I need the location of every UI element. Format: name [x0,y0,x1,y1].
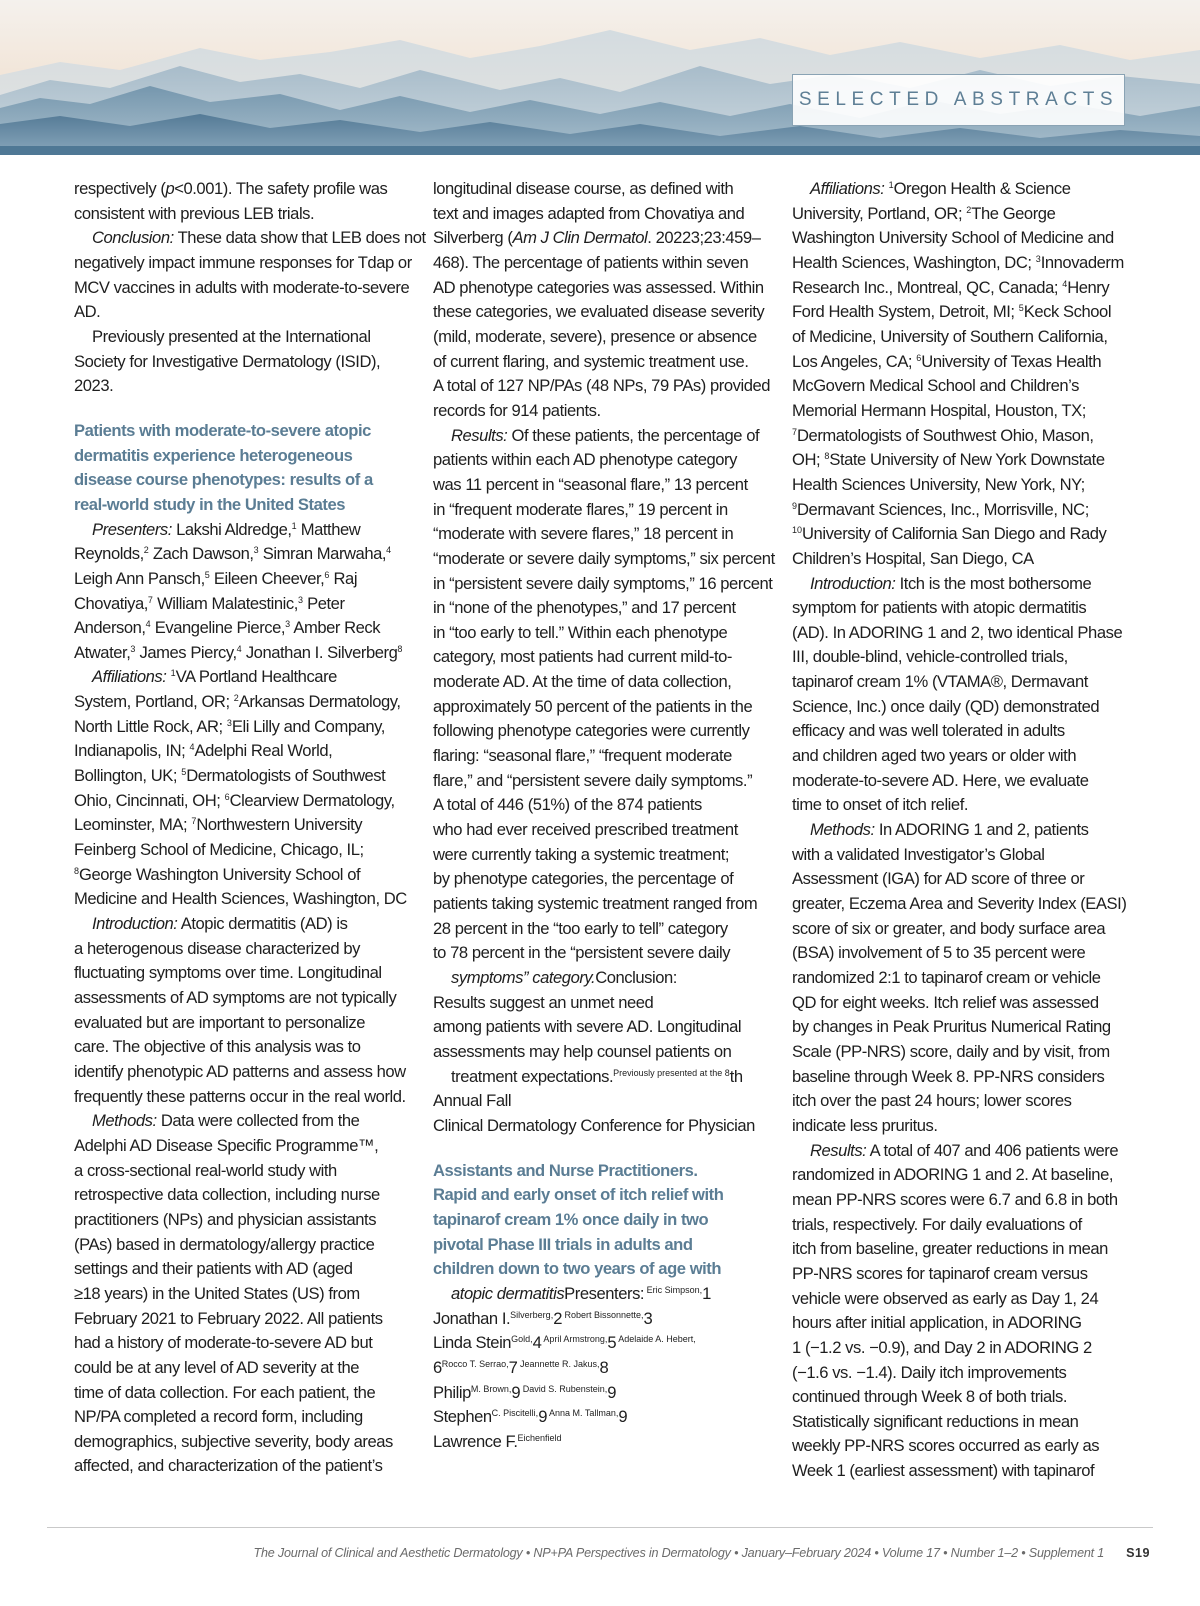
text-line: Adelphi AD Disease Specific Programme™, [74,1135,379,1155]
text-line: atopic dermatitisPresenters: $^{Eric Simpson,}$1 [451,1283,711,1303]
text-line: QD for eight weeks. Itch relief was assessed [792,992,1099,1012]
abstract-title: dermatitis experience heterogeneous [74,445,353,465]
text-line: Methods: Data were collected from the [92,1111,360,1131]
text-line: Anderson,$^4$ Evangeline Pierce,$^3$ Amber Reck [74,618,381,638]
text-line: category, most patients had current mild-to- [433,647,732,667]
text-line: Presenters: Lakshi Aldredge,$^1$ Matthew [92,519,361,539]
text-line: continued through Week 8 of both trials. [792,1387,1068,1407]
text-line: text and images adapted from Chovatiya and [433,203,745,223]
text-line: Philip$^{M. Brown,}$9 $^{David S. Rubenstein,}$9 [433,1382,617,1402]
text-line: these categories, we evaluated disease severity [433,302,765,322]
text-line: consistent with previous LEB trials. [74,203,315,223]
text-line: Previously presented at the International [92,326,371,346]
text-line: Indianapolis, IN; $^4$Adelphi Real World, [74,741,333,761]
text-line: Bollington, UK; $^5$Dermatologists of Southwest [74,766,386,786]
text-line: records for 914 patients. [433,400,601,420]
text-line: 468). The percentage of patients within seven [433,252,749,272]
text-column-3 [792,177,1128,1484]
text-line: System, Portland, OR; $^2$Arkansas Dermatology, [74,692,401,712]
text-line: (AD). In ADORING 1 and 2, two identical Phase [792,622,1123,642]
text-line: Results suggest an unmet need [433,992,654,1012]
abstract-title: Patients with moderate-to-severe atopic [74,420,371,440]
text-line: time of data collection. For each patient, the [74,1382,376,1402]
text-line: negatively impact immune responses for Tdap or [74,252,412,272]
text-line: Affiliations: $^1$VA Portland Healthcare [92,667,337,687]
text-line: Results: Of these patients, the percentage of [451,425,760,445]
text-line: “moderate with severe flares,” 18 percent in [433,524,734,544]
text-line: in “persistent severe daily symptoms,” 16 percent [433,573,773,593]
text-line: were currently taking a systemic treatment; [433,844,730,864]
text-line: settings and their patients with AD (aged [74,1259,353,1279]
text-line: Clinical Dermatology Conference for Physician [433,1115,755,1135]
text-line: 28 percent in the “too early to tell” category [433,918,728,938]
text-line: retrospective data collection, including nurse [74,1185,380,1205]
text-line: $6^{Rocco T. Serrao,}7$ $^{Jeannette R. Jakus,}$8 [433,1357,609,1377]
text-line: approximately 50 percent of the patients in the [433,696,753,716]
text-line: who had ever received prescribed treatment [433,820,738,840]
text-line: Introduction: Itch is the most bothersome [810,573,1092,593]
page-footer [254,1546,1151,1560]
abstract-title: Rapid and early onset of itch relief with [433,1185,724,1205]
text-line: III, double-blind, vehicle-controlled trials, [792,647,1068,667]
text-line: (−1.6 vs. −1.4). Daily itch improvements [792,1362,1067,1382]
text-line: Ford Health System, Detroit, MI; $^5$Keck School [792,302,1112,322]
text-line: weekly PP-NRS scores occurred as early as [792,1436,1100,1456]
text-line: A total of 446 (51%) of the 874 patients [433,795,702,815]
text-line: in “too early to tell.” Within each phenotype [433,622,728,642]
text-line: Science, Inc.) once daily (QD) demonstrated [792,696,1100,716]
abstract-title: pivotal Phase III trials in adults and [433,1234,693,1254]
text-line: indicate less pruritus. [792,1115,938,1135]
text-line: McGovern Medical School and Children’s [792,376,1079,396]
text-line: Memorial Hermann Hospital, Houston, TX; [792,400,1086,420]
text-line: score of six or greater, and body surface area [792,918,1106,938]
text-line: AD. [74,302,101,322]
text-line: Statistically significant reductions in mean [792,1411,1079,1431]
text-line: Leigh Ann Pansch,$^5$ Eileen Cheever,$^6$ Raj [74,568,358,588]
section-label: SELECTED ABSTRACTS [798,89,1119,110]
page-number: S19 [1126,1546,1150,1560]
text-line: was 11 percent in “seasonal flare,” 13 percent [433,474,748,494]
text-line: Feinberg School of Medicine, Chicago, IL; [74,840,364,860]
text-line: could be at any level of AD severity at the [74,1357,360,1377]
text-line: North Little Rock, AR; $^3$Eli Lilly and Company, [74,716,385,736]
text-line: February 2021 to February 2022. All patients [74,1308,383,1328]
text-line: symptom for patients with atopic dermatitis [792,598,1087,618]
text-line: mean PP-NRS scores were 6.7 and 6.8 in both [792,1189,1118,1209]
text-line: randomized 2:1 to tapinarof cream or vehicle [792,968,1101,987]
text-line: Society for Investigative Dermatology (ISID), [74,351,381,371]
text-line: Ohio, Cincinnati, OH; $^6$Clearview Dermatology, [74,790,395,810]
text-line: 2023. [74,376,114,396]
text-line: moderate-to-severe AD. Here, we evaluate [792,770,1089,790]
journal-citation: The Journal of Clinical and Aesthetic Dermatology • NP+PA Perspectives in Dermatology • January–February 2024 • Volume 17 • Number 1–2 • Supplement 1 [253,1546,1105,1560]
text-line: (BSA) involvement of 5 to 35 percent were [792,943,1086,963]
text-line: Los Angeles, CA; $^6$University of Texas Health [792,351,1102,371]
text-line: a heterogenous disease characterized by [74,938,360,958]
abstract-title: children down to two years of age with [433,1259,722,1279]
text-line: Medicine and Health Sciences, Washington, DC [74,889,407,909]
abstract-title: real-world study in the United States [74,494,346,514]
text-line: by phenotype categories, the percentage of [433,869,734,889]
text-line: assessments of AD symptoms are not typically [74,988,397,1007]
text-line: evaluated but are important to personalize [74,1012,366,1032]
text-line: Leominster, MA; $^7$Northwestern University [74,815,363,835]
text-line: randomized in ADORING 1 and 2. At baseline, [792,1165,1114,1185]
text-line: Stephen$^{C. Piscitelli,}$9 $^{Anna M. Tallman,}$9 [433,1407,628,1427]
text-line: a cross-sectional real-world study with [74,1160,337,1180]
text-line: Annual Fall [433,1091,512,1111]
abstract-title: Assistants and Nurse Practitioners. [433,1160,698,1180]
text-line: Introduction: Atopic dermatitis (AD) is [92,914,348,934]
text-line: $^9$Dermavant Sciences, Inc., Morrisville, NC; [792,499,1089,519]
text-line: fluctuating symptoms over time. Longitudinal [74,963,382,983]
text-line: PP-NRS scores for tapinarof cream versus [792,1263,1088,1283]
text-line: hours after initial application, in ADORING [792,1313,1082,1333]
text-line: Silverberg (Am J Clin Dermatol. 20223;23:459– [433,228,761,248]
text-line: Methods: In ADORING 1 and 2, patients [810,820,1089,840]
text-line: “moderate or severe daily symptoms,” six percent [433,548,775,568]
text-line: flare,” and “persistent severe daily symptoms.” [433,770,753,790]
text-line: efficacy and was well tolerated in adults [792,721,1065,741]
section-label-box [792,74,1125,126]
text-line: Jonathan I.$^{Silverberg,}$2 $^{Robert Bissonnette,}$3 [433,1308,653,1328]
text-line: treatment expectations.$^{Previously presented at the 8}$th [451,1066,743,1086]
text-line: vehicle were observed as early as Day 1, 24 [792,1288,1099,1308]
text-line: trials, respectively. For daily evaluations of [792,1214,1082,1234]
abstract-title: disease course phenotypes: results of a [74,470,373,490]
text-line: itch over the past 24 hours; lower scores [792,1091,1072,1111]
text-line: 1 (−1.2 vs. −0.9), and Day 2 in ADORING 2 [792,1337,1092,1357]
text-line: care. The objective of this analysis was to [74,1037,361,1057]
text-column-1 [74,177,426,1479]
text-line: Health Sciences University, New York, NY; [792,474,1085,494]
text-line: (mild, moderate, severe), presence or absence [433,326,757,346]
text-line: following phenotype categories were currently [433,721,750,741]
text-line: symptoms” category.Conclusion: [451,968,677,987]
text-line: among patients with severe AD. Longitudinal [433,1017,742,1037]
text-line: Washington University School of Medicine and [792,228,1114,248]
text-line: Children’s Hospital, San Diego, CA [792,548,1034,568]
text-line: $^7$Dermatologists of Southwest Ohio, Mason, [792,425,1094,445]
text-line: itch from baseline, greater reductions in mean [792,1239,1108,1259]
text-line: longitudinal disease course, as defined with [433,179,734,198]
mountain-banner [0,0,1200,155]
text-line: with a validated Investigator’s Global [792,844,1045,864]
text-line: Research Inc., Montreal, QC, Canada; $^4$Henry [792,277,1110,297]
text-line: of Medicine, University of Southern California, [792,326,1108,346]
text-line: OH; $^8$State University of New York Downstate [792,450,1105,470]
text-line: Health Sciences, Washington, DC; $^3$Innovaderm [792,252,1124,272]
text-line: practitioners (NPs) and physician assistants [74,1209,377,1229]
text-line: Reynolds,$^2$ Zach Dawson,$^3$ Simran Marwaha,$^4$ [74,544,392,564]
text-line: Week 1 (earliest assessment) with tapinarof [792,1461,1095,1481]
text-line: ≥18 years) in the United States (US) from [74,1283,360,1303]
text-line: of current flaring, and systemic treatment use. [433,351,749,371]
text-line: had a history of moderate-to-severe AD but [74,1333,373,1353]
text-line: patients within each AD phenotype category [433,450,737,470]
text-line: frequently these patterns occur in the real world. [74,1086,406,1106]
text-line: assessments may help counsel patients on [433,1041,732,1061]
text-column-2 [433,177,775,1454]
text-line: moderate AD. At the time of data collection, [433,672,732,692]
text-line: respectively (p<0.001). The safety profile was [74,179,388,198]
text-line: Lawrence F.$^{Eichenfield}$ [433,1431,562,1451]
text-line: by changes in Peak Pruritus Numerical Rating [792,1017,1111,1037]
text-line: Assessment (IGA) for AD score of three or [792,869,1085,889]
footer-divider [47,1527,1153,1528]
text-line: flaring: “seasonal flare,” “frequent moderate [433,746,732,766]
text-line: Conclusion: These data show that LEB does not [92,228,426,248]
text-line: (PAs) based in dermatology/allergy practice [74,1234,375,1254]
text-line: $^{10}$University of California San Diego and Rady [792,524,1107,544]
text-line: in “none of the phenotypes,” and 17 percent [433,598,736,618]
text-line: NP/PA completed a record form, including [74,1407,363,1427]
text-line: affected, and characterization of the patient’s [74,1456,383,1476]
text-line: baseline through Week 8. PP-NRS considers [792,1066,1105,1086]
text-line: tapinarof cream 1% (VTAMA®, Dermavant [792,672,1088,692]
text-line: patients taking systemic treatment ranged from [433,894,758,914]
text-line: time to onset of itch relief. [792,795,969,815]
text-line: greater, Eczema Area and Severity Index (EASI) [792,894,1127,914]
text-line: and children aged two years or older with [792,746,1077,766]
text-line: identify phenotypic AD patterns and assess how [74,1061,406,1081]
text-line: Affiliations: $^1$Oregon Health & Science [810,179,1071,198]
text-line: AD phenotype categories was assessed. Within [433,277,764,297]
text-line: $^8$George Washington University School of [74,864,361,884]
text-line: University, Portland, OR; $^2$The George [792,203,1056,223]
text-line: to 78 percent in the “persistent severe daily [433,943,731,963]
text-line: Atwater,$^3$ James Piercy,$^4$ Jonathan I. Silverberg$^8$ [74,642,403,662]
text-line: Results: A total of 407 and 406 patients were [810,1140,1119,1160]
text-line: MCV vaccines in adults with moderate-to-severe [74,277,410,297]
text-line: Scale (PP-NRS) score, daily and by visit, from [792,1041,1110,1061]
text-line: in “frequent moderate flares,” 19 percent in [433,499,728,519]
text-line: demographics, subjective severity, body areas [74,1431,393,1451]
text-line: A total of 127 NP/PAs (48 NPs, 79 PAs) provided [433,376,771,396]
abstract-title: tapinarof cream 1% once daily in two [433,1209,709,1229]
text-line: Linda Stein$^{Gold,}$4 $^{April Armstrong,}$5 $^{Adelaide A. Hebert,}$ [433,1333,696,1353]
text-line: Chovatiya,$^7$ William Malatestinic,$^3$ Peter [74,593,345,613]
